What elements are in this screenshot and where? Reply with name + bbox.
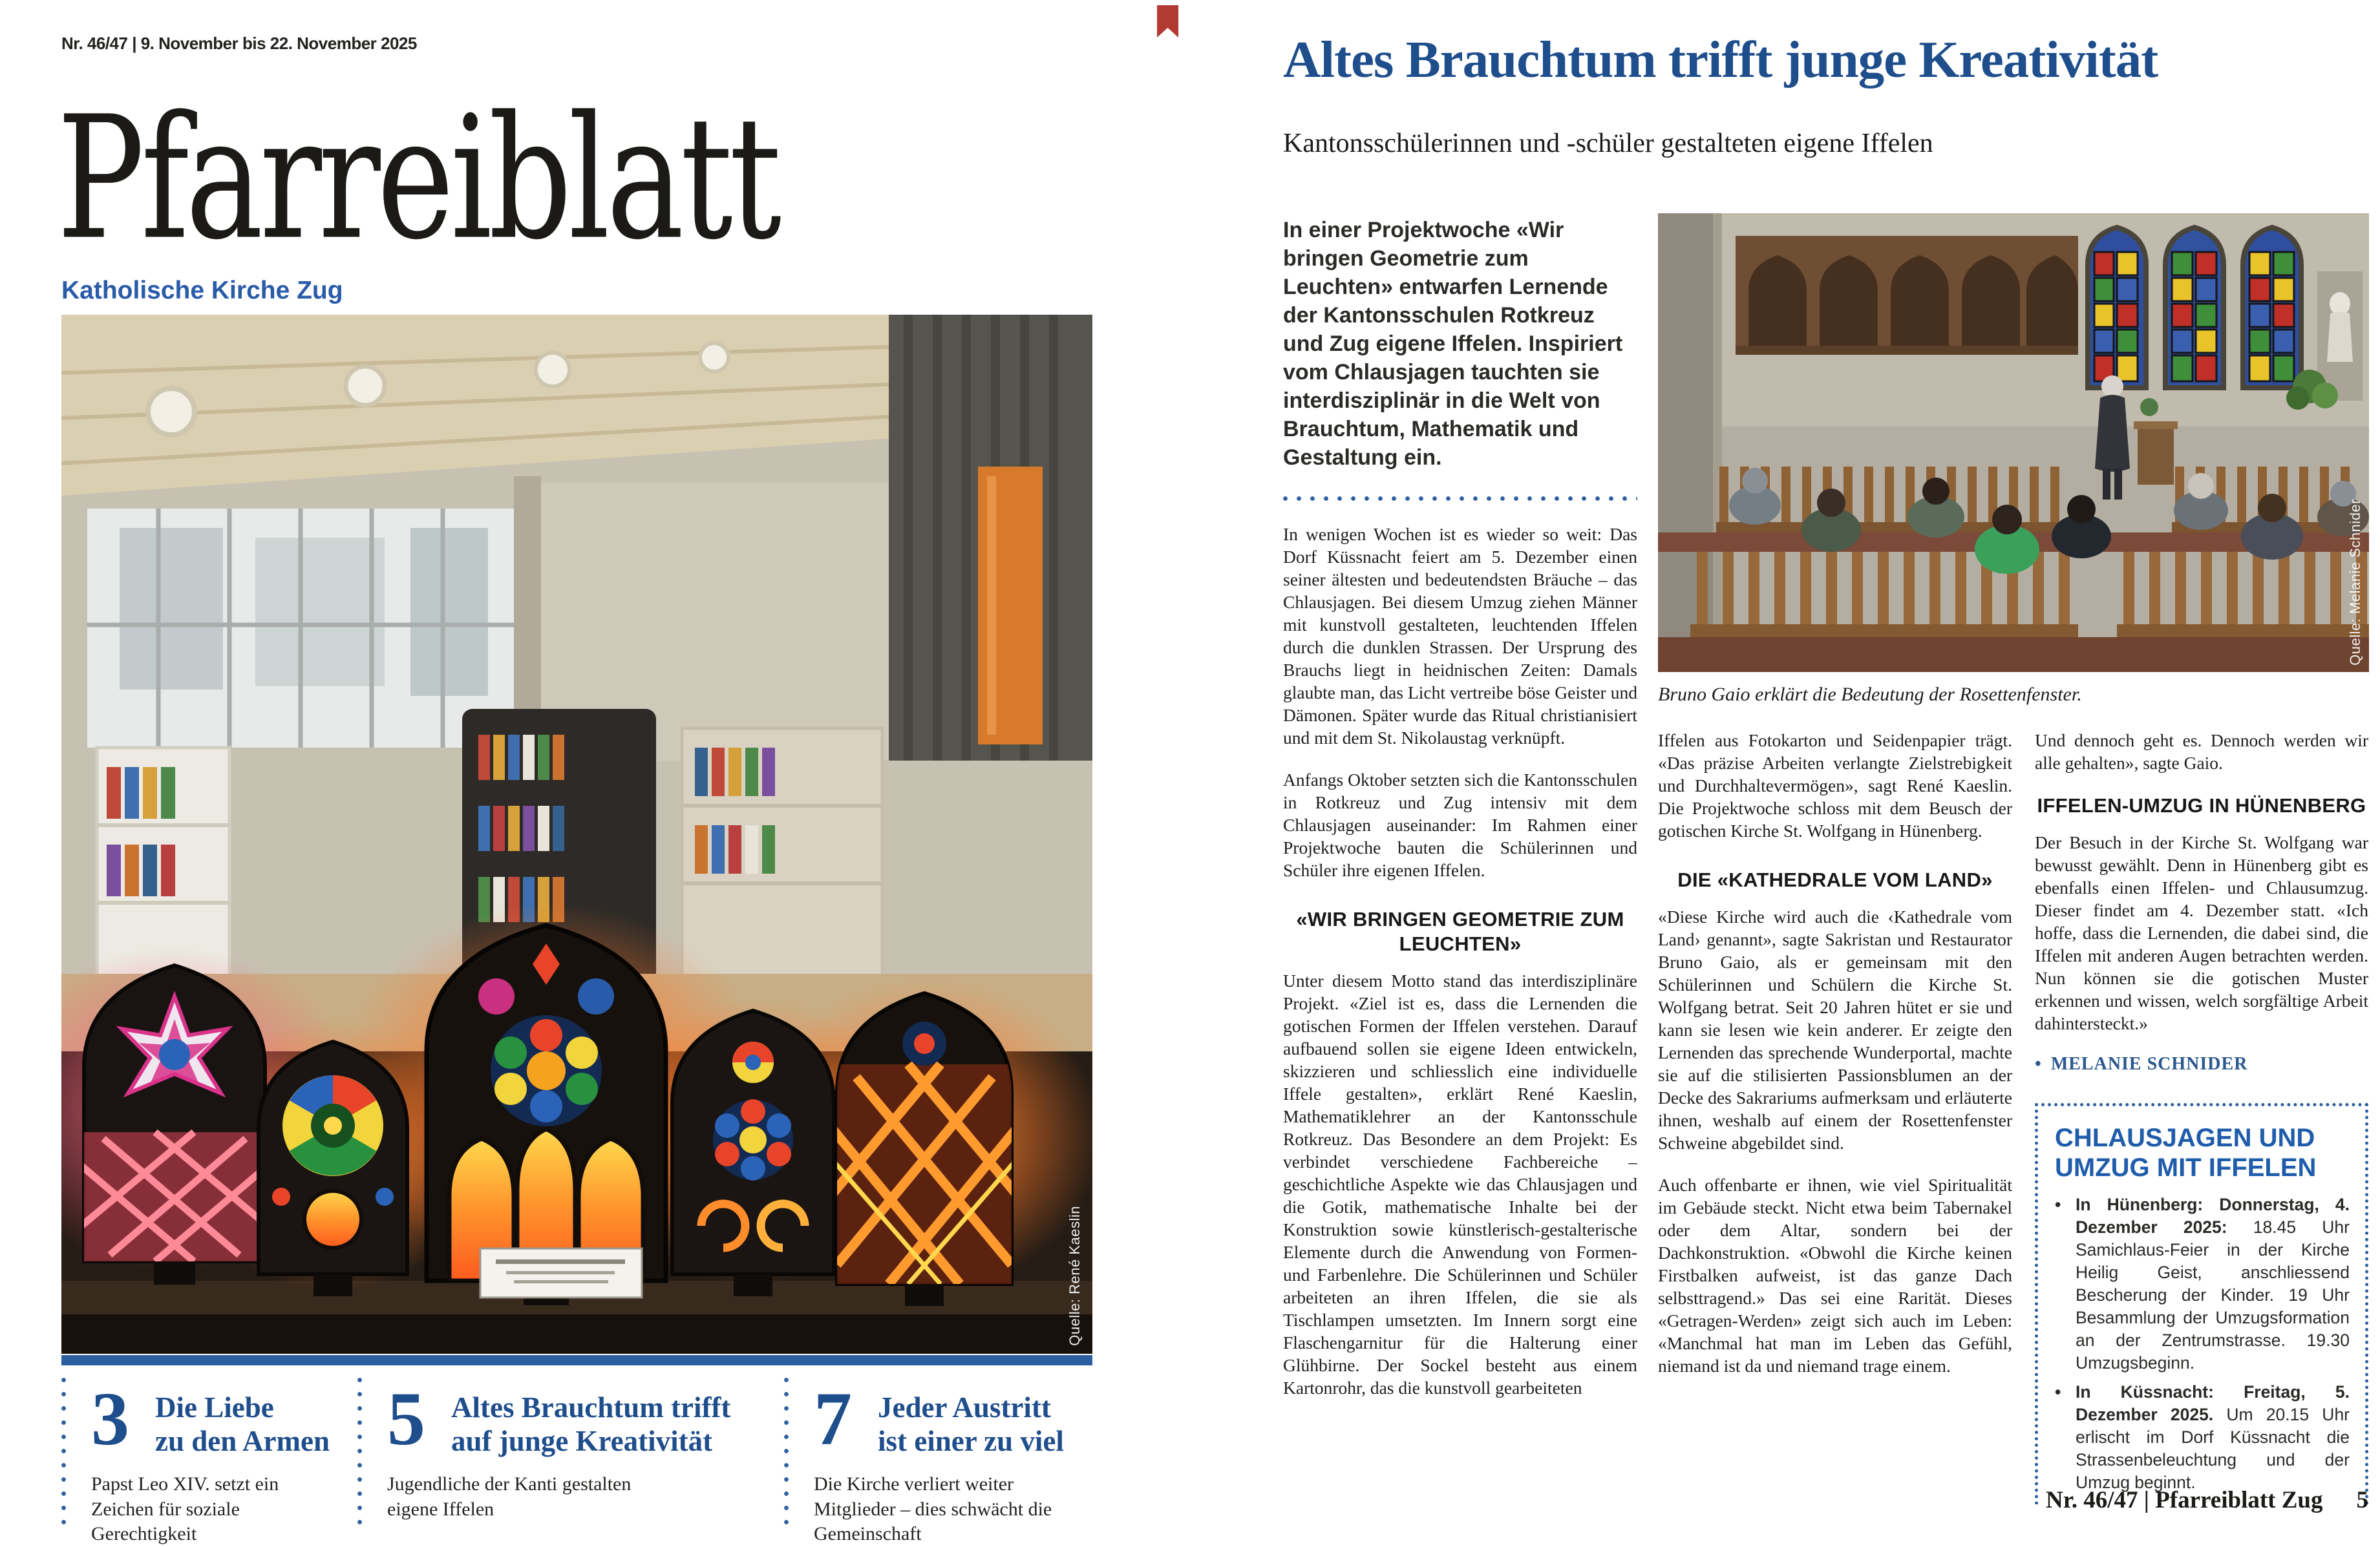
teaser-description: Papst Leo XIV. setzt ein Zeichen für soziale Gerechtigkeit (91, 1473, 279, 1545)
cover-photo (61, 315, 1092, 1354)
masthead-text: Pfarreiblatt (57, 80, 778, 277)
paragraph: In wenigen Wochen ist es wieder so weit: Das Dorf Küssnacht feiert am 5. Dezember einen seiner ältesten und bedeutendsten Bräuche – das Chlausjagen. Bei diesem Umzug ziehen Männer mit kunstvoll gestalteten, leuchtenden Iffelen durch die dunklen Strassen. Der Ursprung des Brauchs liegt in heidnischen Zeiten: Damals glaubte man, das Licht vertreibe böse Geister und Dämonen. Später wurde das Ritual christianisiert und mit dem St. Nikolaustag verknüpft. (1283, 524, 1637, 748)
page-footer (1283, 1486, 2368, 1514)
article-lead: In einer Projektwoche «Wir bringen Geometrie zum Leuchten» entwarfen Lernende der Kantonsschulen Rotkreuz und Zug eigene Iffelen. Inspiriert vom Chlausjagen tauchten sie interdisziplinär in die Welt von Brauchtum, Mathematik und Gestaltung ein. (1283, 218, 1623, 470)
paragraph: Der Besuch in der Kirche St. Wolfgang war bewusst gewählt. Denn in Hünenberg gibt es ebenfalls einen Iffelen- und Chlausumzug. Dieser findet am 4. Dezember statt. «Ich hoffe, dass die Lernenden, die dabei sind, die Iffelen mit anderen Augen betrachten werden. Nun können sie die gotischen Muster erkennen und wissen, welch sorgfältige Arbeit dahintersteckt.» (2035, 832, 2368, 1033)
paragraph: Iffelen aus Fotokarton und Seidenpapier trägt. «Das präzise Arbeiten verlangte Zielstrebigkeit und Durchhaltevermögen», sagt René Kaeslin. Die Projektwoche schloss mit dem Beusch der gotischen Kirche St. Wolfgang in Hünenberg. (1658, 730, 2012, 841)
cover-photo-credit: Quelle: René Kaeslin (1067, 1206, 1083, 1346)
author-byline: • MELANIE SCHNIDER (2035, 1054, 2248, 1074)
teaser-title: Altes Brauchtum trifft auf junge Kreativität (451, 1391, 731, 1458)
teaser-page-number: 3 (91, 1376, 129, 1461)
article-column-3 (2035, 729, 2368, 1504)
photo-caption: Bruno Gaio erklärt die Bedeutung der Rosettenfenster. (1658, 684, 2082, 705)
teaser-page-number: 7 (814, 1376, 852, 1461)
event-infobox (2035, 1103, 2368, 1504)
article-subtitle: Kantonsschülerinnen und -schüler gestalteten eigene Iffelen (1283, 129, 1933, 158)
teaser-page3 (61, 1375, 357, 1545)
article-title: Altes Brauchtum trifft junge Kreativität (1283, 30, 2158, 89)
paragraph: Und dennoch geht es. Dennoch werden wir alle gehalten», sagte Gaio. (2035, 730, 2368, 773)
infobox-item: • In Hünenberg: Donnerstag, 4. Dezember 2025: 18.45 Uhr Samichlaus-Feier in der Kirche Heilig Geist, anschliessend Bescherung der Kinder. 19 Uhr Besammlung der Umzugsformation an der Zentrumstrasse. 19.30 Umzugsbeginn. (2055, 1194, 2350, 1373)
teaser-description: Jugendliche der Kanti gestalten eigene Iffelen (387, 1473, 632, 1520)
article-photo-credit: Quelle: Melanie Schnider (2347, 499, 2363, 666)
dotted-separator (61, 1378, 66, 1533)
paragraph: Auch offenbarte er ihnen, wie viel Spiritualität im Gebäude steckt. Nicht etwa beim Tabernakel oder dem Altar, sondern bei der Dachkonstruktion. «Obwohl die Kirche keinen Firstbalken aufweist, ist das ganze Dach selbsttragend.» Das sei eine Rarität. Dieses «Getragen-Werden» zeigt sich auch im Leben: «Manchmal hat man im Leben das Gefühl, niemand ist da und niemand trage einem. (1658, 1175, 2012, 1376)
byline-bullet-icon: • (2035, 1054, 2042, 1074)
paragraph: Anfangs Oktober setzten sich die Kantonsschulen in Rotkreuz und Zug intensiv mit dem Chlausjagen auseinander: Im Rahmen einer Projektwoche bauten die Schülerinnen und Schüler ihre eigenen Iffelen. (1283, 770, 1637, 880)
infobox-title: CHLAUSJAGEN UND UMZUG MIT IFFELEN (2055, 1124, 2317, 1183)
dotted-separator (357, 1378, 362, 1533)
teaser-page5 (357, 1375, 784, 1535)
masthead-subtitle: Katholische Kirche Zug (61, 277, 343, 304)
dotted-separator (784, 1378, 789, 1533)
church-photo-illustration (1658, 213, 2369, 672)
article-column-2 (1658, 729, 2012, 1504)
dotted-divider (1283, 496, 1637, 501)
masthead-title (57, 80, 958, 277)
infobox-item: • In Küssnacht: Freitag, 5. Dezember 2025. Um 20.15 Uhr erlischt im Dorf Küssnacht die Strassenbeleuchtung und der Umzug beginnt. (2055, 1382, 2350, 1492)
cover-photo-illustration (61, 315, 1092, 1354)
section-heading: DIE «KATHEDRALE VOM LAND» (1677, 868, 1993, 891)
bookmark-icon (1157, 5, 1178, 37)
teaser-page-number: 5 (387, 1376, 425, 1461)
issue-line: Nr. 46/47 | 9. November bis 22. November 2025 (61, 34, 417, 53)
list-bullet-icon: • (2055, 1194, 2061, 1214)
paragraph: «Diese Kirche wird auch die ‹Kathedrale vom Land› genannt», sagte Sakristan und Restaurator Bruno Gaio, als er gemeinsam mit den Schülerinnen und Schülern die Kirche St. Wolfgang betrat. Seit 20 Jahren hütet er sie und kann sie lesen wie kein anderer. Er zeigte den Lernenden das sprechende Wunderportal, machte sie auf die stilisierten Passionsblumen an der Decke des Sakrariums aufmerksam und erläuterte ihnen, weshalb auf einem der Rosettenfenster Schweine abgebildet sind. (1658, 907, 2012, 1153)
teaser-description: Die Kirche verliert weiter Mitglieder – dies schwächt die Gemeinschaft (814, 1473, 1052, 1545)
teaser-title: Jeder Austritt ist einer zu viel (878, 1391, 1064, 1458)
article-photo (1658, 213, 2369, 672)
list-bullet-icon: • (2055, 1382, 2061, 1402)
teaser-row (61, 1375, 1092, 1545)
paragraph: Unter diesem Motto stand das interdisziplinäre Projekt. «Ziel ist es, dass die Lernenden die gotischen Formen der Iffelen verstehen. Darauf aufbauend sollen sie eigene Ideen entwickeln, skizzieren und schliesslich eine individuelle Iffele gestalten», erklärt René Kaeslin, Mathematiklehrer an der Kantonsschule Rotkreuz. Das Besondere an dem Projekt: Es verbindet verschiedene Fachbereiche – geschichtliche Aspekte wie das Chlausjagen und die Gotik, mathematische Inhalte bei der Konstruktion sowie künstlerisch-gestalterische Elemente durch die Anwendung von Formen- und Farbenlehre. Die Schülerinnen und Schüler arbeiteten an ihren Iffelen, die sie als Tischlampen umsetzten. Im Innern sorgt eine Flaschengarnitur für die Halterung einer Glühbirne. Der Sockel besteht aus einem Kartonrohr, das die kunstvoll gearbeiteten (1283, 971, 1637, 1398)
section-heading: IFFELEN-UMZUG IN HÜNENBERG (2037, 794, 2366, 817)
footer-page-number: 5 (2356, 1487, 2368, 1513)
divider-bar (61, 1355, 1092, 1365)
teaser-title: Die Liebe zu den Armen (155, 1391, 330, 1458)
teaser-page7 (784, 1375, 1092, 1545)
section-heading: «WIR BRINGEN GEOMETRIE ZUM LEUCHTEN» (1296, 908, 1624, 955)
article-column-1 (1283, 194, 1637, 1486)
footer-issue: Nr. 46/47 | Pfarreiblatt Zug (2046, 1487, 2323, 1513)
